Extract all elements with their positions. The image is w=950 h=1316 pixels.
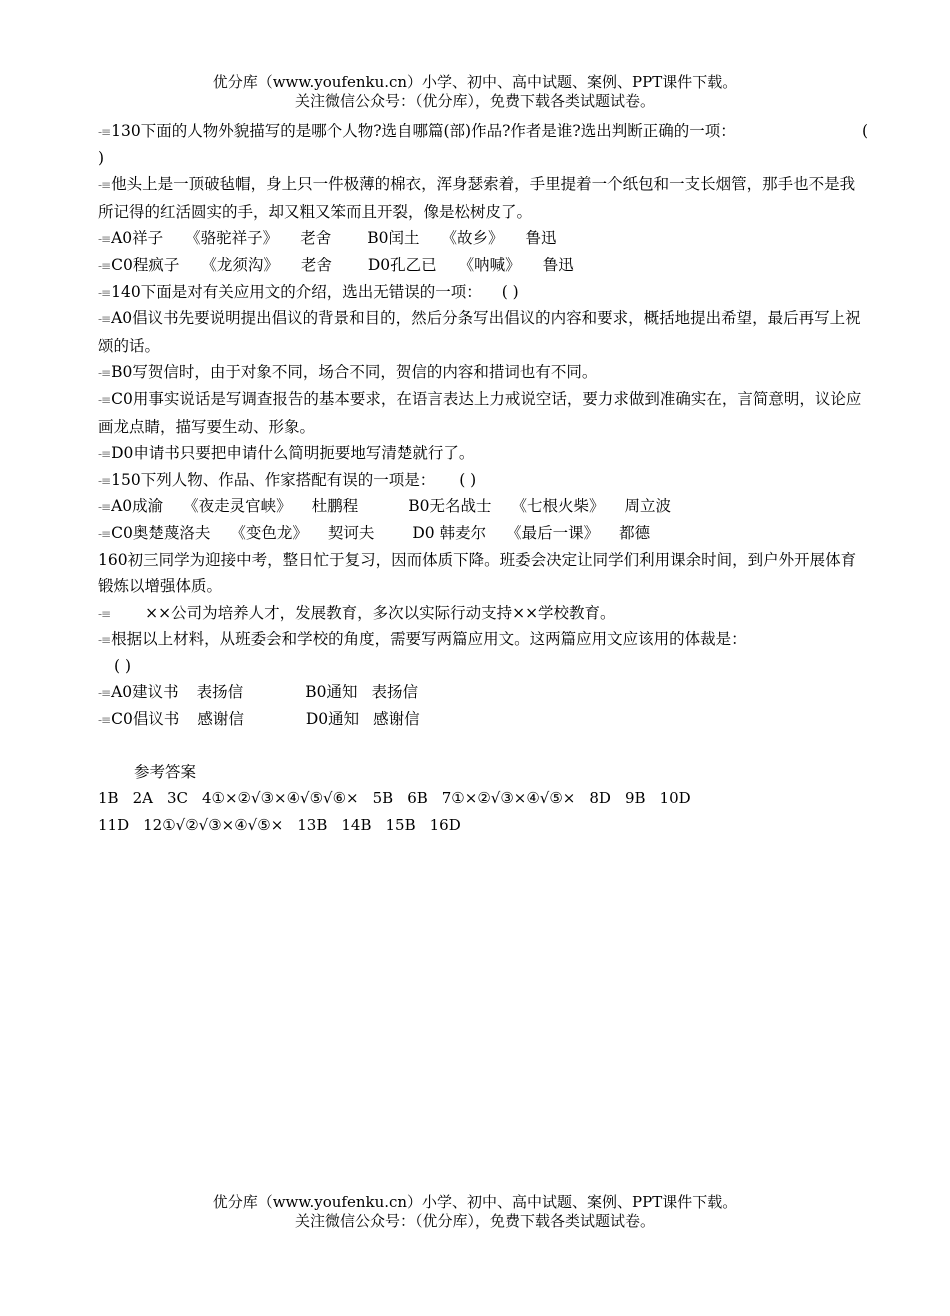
answer-paren: ( ) <box>114 656 132 675</box>
footer-line-2: 关注微信公众号：（优分库），免费下载各类试题试卷。 <box>294 1212 655 1230</box>
question-16-paren <box>98 653 868 680</box>
option-c: C0程疯子 <box>111 255 180 274</box>
question-16-stem: 160初三同学为迎接中考，整日忙于复习，因而体质下降。班委会决定让同学们利用课余时间，到户外开展体育锻炼以增强体质。 <box>98 550 857 596</box>
question-14-option-d: -≡D0申请书只要把申请什么简明扼要地写清楚就行了。 <box>98 444 475 463</box>
answer-paren: ( <box>861 122 868 140</box>
option-a: A0建议书 <box>111 683 179 702</box>
question-13-text: 130下面的人物外貌描写的是哪个人物?选自哪篇(部)作品?作者是谁?选出判断正确的一项： <box>111 122 736 140</box>
question-16-question: -≡根据以上材料，从班委会和学校的角度，需要写两篇应用文。这两篇应用文应该用的体裁是： <box>98 630 747 649</box>
footer-line-1: 优分库（www.youfenku.cn）小学、初中、高中试题、案例、PPT课件下载。 <box>212 1193 738 1211</box>
question-14-stem: -≡140下面是对有关应用文的介绍，选出无错误的一项： ( ) <box>98 282 519 301</box>
option-d: D0 韩麦尔 <box>412 523 487 542</box>
question-16-material: -≡ ××公司为培养人才，发展教育，多次以实际行动支持××学校教育。 <box>98 603 616 622</box>
question-15-stem: -≡150下列人物、作品、作家搭配有误的一项是： ( ) <box>98 470 477 489</box>
answers-line-1 <box>98 785 868 812</box>
answers-title: 参考答案 <box>134 762 197 781</box>
question-13-stem: -≡130下面的人物外貌描写的是哪个人物?选自哪篇(部)作品?作者是谁?选出判断正确的一项： ( <box>98 118 868 145</box>
answer-item: 13B <box>297 815 328 834</box>
option-c: C0倡议书 <box>111 710 180 729</box>
header-line-1: 优分库（www.youfenku.cn）小学、初中、高中试题、案例、PPT课件下载。 <box>212 73 738 91</box>
option-a: A0祥子 <box>111 229 164 248</box>
answer-paren: ( ) <box>459 470 477 489</box>
question-15-options-ab: -≡A0成渝 《夜走灵官峡》 杜鹏程 B0无名战士 《七根火柴》 周立波 <box>98 497 671 516</box>
answer-item: 16D <box>429 815 461 834</box>
answer-item: 1B <box>98 789 119 808</box>
question-16-options-ab: -≡A0建议书 表扬信 B0通知 表扬信 <box>98 683 418 702</box>
answer-item: 2A <box>132 789 153 808</box>
option-b: B0闰土 <box>367 229 420 248</box>
page-footer <box>0 1193 950 1231</box>
answer-paren: ( ) <box>501 282 519 301</box>
answer-item: 15B <box>385 815 416 834</box>
option-c: C0奥楚蔑洛夫 <box>111 523 211 542</box>
answer-item: 12①√②√③×④√⑤× <box>143 815 284 834</box>
question-13-passage: -≡他头上是一顶破毡帽，身上只一件极薄的棉衣，浑身瑟索着，手里提着一个纸包和一支长烟管，那手也不是我所记得的红活圆实的手，却又粗又笨而且开裂，像是松树皮了。 <box>98 175 856 221</box>
question-14-option-a: -≡A0倡议书先要说明提出倡议的背景和目的，然后分条写出倡议的内容和要求，概括地提出希望，最后再写上祝颂的话。 <box>98 309 861 355</box>
option-b: B0通知 <box>305 683 358 702</box>
document-body <box>98 118 868 838</box>
answer-item: 14B <box>341 815 372 834</box>
question-13-options-cd: -≡C0程疯子 《龙须沟》 老舍 D0孔乙已 《呐喊》 鲁迅 <box>98 255 574 274</box>
answer-item: 9B <box>624 789 646 808</box>
answer-item: 5B <box>372 789 394 808</box>
question-14-option-c: -≡C0用事实说话是写调查报告的基本要求，在语言表达上力戒说空话，要力求做到准确实在，言简意明，议论应画龙点睛，描写要生动、形象。 <box>98 389 862 436</box>
answer-item: 3C <box>166 789 188 808</box>
question-13-options-ab: -≡A0祥子 《骆驼祥子》 老舍 B0闰土 《故乡》 鲁迅 <box>98 229 557 248</box>
answers-line-2 <box>98 812 868 839</box>
answer-item: 6B <box>407 789 428 808</box>
option-d: D0通知 <box>305 710 360 729</box>
answer-item: 7①×②√③×④√⑤× <box>441 789 576 808</box>
question-13-paren-close: ) <box>98 148 105 167</box>
question-16-options-cd: -≡C0倡议书 感谢信 D0通知 感谢信 <box>98 710 420 729</box>
option-b: B0无名战士 <box>408 497 492 516</box>
answer-item: 8D <box>589 789 611 808</box>
option-d: D0孔乙已 <box>367 255 437 274</box>
answer-item: 4①×②√③×④√⑤√⑥× <box>202 789 359 808</box>
header-line-2: 关注微信公众号：（优分库），免费下载各类试题试卷。 <box>294 92 655 110</box>
answer-item: 10D <box>659 789 691 808</box>
answer-item: 11D <box>98 815 130 834</box>
option-a: A0成渝 <box>111 497 164 516</box>
page-header <box>0 73 950 111</box>
question-14-option-b: -≡B0写贺信时，由于对象不同，场合不同，贺信的内容和措词也有不同。 <box>98 363 598 382</box>
question-15-options-cd: -≡C0奥楚蔑洛夫 《变色龙》 契诃夫 D0 韩麦尔 《最后一课》 都德 <box>98 523 651 542</box>
